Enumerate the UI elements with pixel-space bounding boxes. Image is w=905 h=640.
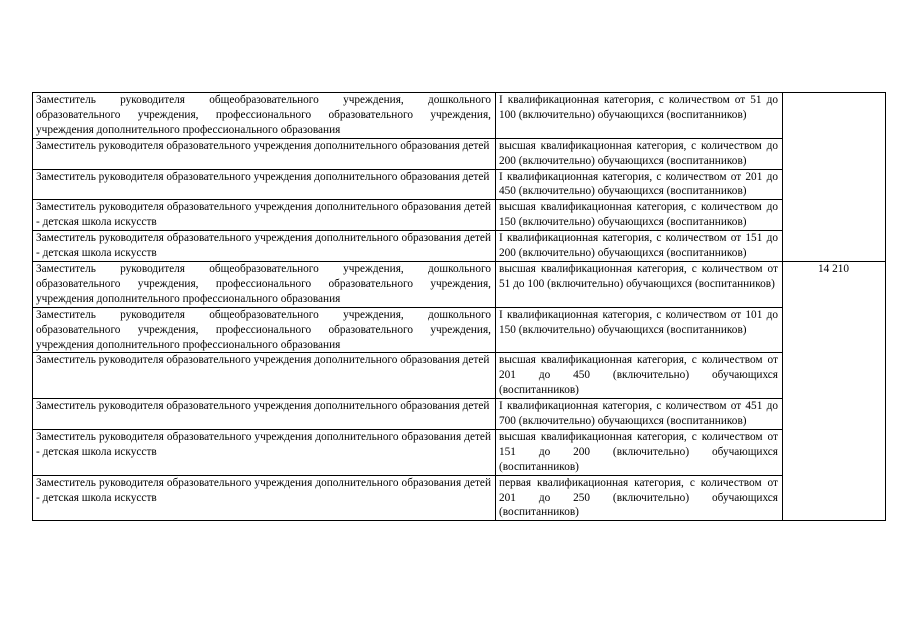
category-cell: I квалификационная категория, с количеством от 151 до 200 (включительно) обучающихся (воспитанников) [496, 231, 783, 262]
salary-value: 14 210 [817, 262, 850, 275]
salary-cell [783, 93, 886, 262]
position-cell: Заместитель руководителя образовательного учреждения дополнительного образования детей - детская школа искусств [33, 429, 496, 475]
position-cell: Заместитель руководителя образовательного учреждения дополнительного образования детей [33, 353, 496, 399]
category-cell: высшая квалификационная категория, с количеством до 200 (включительно) обучающихся (воспитанников) [496, 138, 783, 169]
position-cell: Заместитель руководителя образовательного учреждения дополнительного образования детей - детская школа искусств [33, 475, 496, 521]
table-row [33, 93, 886, 139]
table-row [33, 429, 886, 475]
category-cell: I квалификационная категория, с количеством от 201 до 450 (включительно) обучающихся (воспитанников) [496, 169, 783, 200]
salary-cell [783, 261, 886, 520]
position-cell: Заместитель руководителя образовательного учреждения дополнительного образования детей [33, 138, 496, 169]
table-row [33, 261, 886, 307]
category-cell: высшая квалификационная категория, с количеством до 150 (включительно) обучающихся (воспитанников) [496, 200, 783, 231]
table-row [33, 475, 886, 521]
category-cell: высшая квалификационная категория, с количеством от 151 до 200 (включительно) обучающихся (воспитанников) [496, 429, 783, 475]
table-row [33, 307, 886, 353]
position-cell: Заместитель руководителя образовательного учреждения дополнительного образования детей [33, 399, 496, 430]
table-row [33, 138, 886, 169]
table-row [33, 231, 886, 262]
position-cell: Заместитель руководителя образовательного учреждения дополнительного образования детей - детская школа искусств [33, 200, 496, 231]
category-cell: высшая квалификационная категория, с количеством от 51 до 100 (включительно) обучающихся (воспитанников) [496, 261, 783, 307]
table-row [33, 399, 886, 430]
table-row [33, 169, 886, 200]
position-cell: Заместитель руководителя общеобразовательного учреждения, дошкольного образовательного учреждения, профессионального образовательного учреждения, учреждения дополнительного профессионального образования [33, 261, 496, 307]
category-cell: высшая квалификационная категория, с количеством от 201 до 450 (включительно) обучающихся (воспитанников) [496, 353, 783, 399]
table-row [33, 353, 886, 399]
position-cell: Заместитель руководителя образовательного учреждения дополнительного образования детей - детская школа искусств [33, 231, 496, 262]
category-cell: I квалификационная категория, с количеством от 101 до 150 (включительно) обучающихся (воспитанников) [496, 307, 783, 353]
position-cell: Заместитель руководителя образовательного учреждения дополнительного образования детей [33, 169, 496, 200]
category-cell: I квалификационная категория, с количеством от 51 до 100 (включительно) обучающихся (воспитанников) [496, 93, 783, 139]
category-cell: I квалификационная категория, с количеством от 451 до 700 (включительно) обучающихся (воспитанников) [496, 399, 783, 430]
salary-table [32, 92, 886, 521]
position-cell: Заместитель руководителя общеобразовательного учреждения, дошкольного образовательного учреждения, профессионального образовательного учреждения, учреждения дополнительного профессионального образования [33, 307, 496, 353]
table-row [33, 200, 886, 231]
category-cell: первая квалификационная категория, с количеством от 201 до 250 (включительно) обучающихся (воспитанников) [496, 475, 783, 521]
position-cell: Заместитель руководителя общеобразовательного учреждения, дошкольного образовательного учреждения, профессионального образовательного учреждения, учреждения дополнительного профессионального образования [33, 93, 496, 139]
